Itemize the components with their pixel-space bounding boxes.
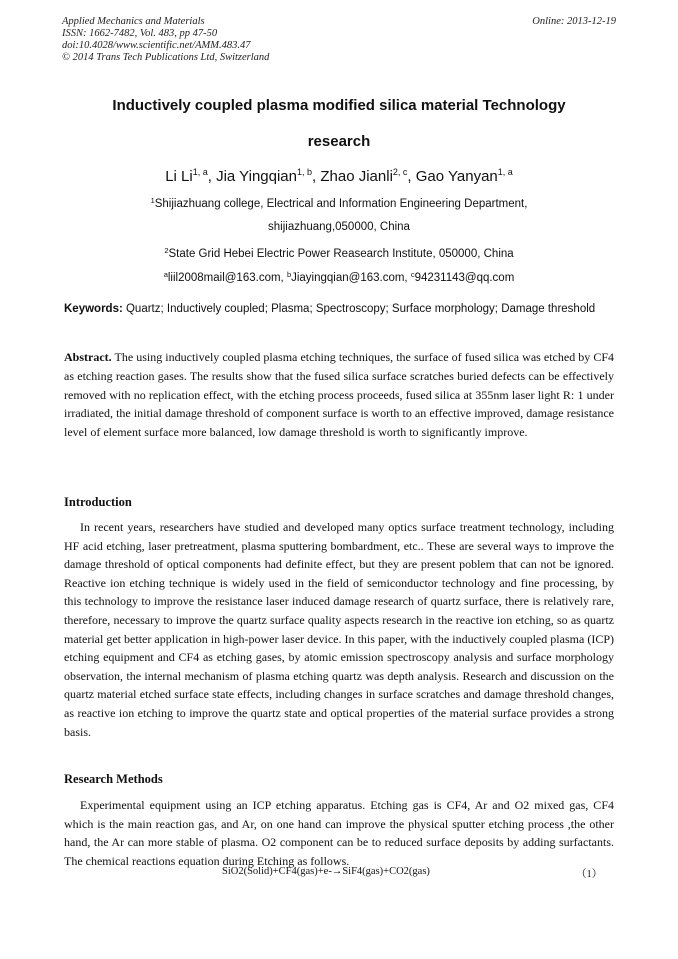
doi-line: doi:10.4028/www.scientific.net/AMM.483.47: [62, 40, 251, 51]
email-mark: b: [286, 270, 292, 279]
chemical-equation: SiO2(Solid)+CF4(gas)+e-→SiF4(gas)+CO2(gas): [222, 866, 430, 877]
introduction-paragraph: In recent years, researchers have studied and developed many optics surface treatment technology, including HF acid etching, laser pretreatment, plasma sputtering bombardment, etc.. These are several ways to improve the damage threshold of optical components had definite effect, but they are present poblem that can not be ignored. Reactive ion etching technique is widely used in the field of semiconductor technology and fine processing, by this technology to improve the resistance laser induced damage research of quartz surface, there is relatively rare, therefore, necessary to improve the quartz surface quality aspects research in the reactive ion etching, so as quartz material get better application in high-power laser device. In this paper, with the inductively coupled plasma (ICP) etching equipment and CF4 as etching gases, by atomic emission spectroscopy analysis and surface morphology observation, the internal mechanism of plasma etching quartz was depth analysis. Research and discussion on the quartz material etched surface state effects, including changes in surface scratches and damage threshold changes, as reactive ion etching to improve the quartz state and optical properties of the material surface provides a strong basis.: [64, 520, 614, 739]
author-list: [62, 167, 616, 185]
abstract-block: [64, 348, 614, 442]
journal-name: Applied Mechanics and Materials: [62, 16, 205, 27]
email-mark: c: [410, 270, 415, 279]
affiliation-1: [62, 196, 616, 210]
issn-line: ISSN: 1662-7482, Vol. 483, pp 47-50: [62, 28, 218, 39]
journal-header: [62, 16, 269, 64]
email-address: 94231143@qq.com: [414, 272, 515, 284]
equation-number: （1）: [576, 869, 603, 880]
affiliation-2: [62, 246, 616, 260]
author-name: Gao Yanyan: [415, 168, 498, 185]
author-name: Li Li: [165, 168, 193, 185]
affiliation-mark: 1: [150, 196, 155, 205]
affiliation-mark: 2: [164, 246, 169, 255]
online-date: Online: 2013-12-19: [532, 16, 616, 27]
email-address: liil2008mail@163.com,: [167, 272, 287, 284]
affiliation-text: State Grid Hebei Electric Power Reasearch Institute, 050000, China: [168, 248, 514, 260]
abstract-text: The using inductively coupled plasma etching techniques, the surface of fused silica was etched by CF4 as etching reaction gases. The results show that the fused silica surface scratches buried defects can be effectively removed with no replication effect, with the etching process proceeds, fused silica at 355nm laser light R: 1 under irradiated, the initial damage threshold of component surface is worth to an effective improved, damage resistance level of element surface more balanced, low damage threshold is worth to significantly improve.: [64, 350, 614, 440]
author-affiliation-mark: 1, b: [297, 167, 313, 177]
keywords-label: Keywords:: [64, 303, 123, 315]
affiliation-1-city: shijiazhuang,050000, China: [268, 221, 410, 233]
email-address: Jiayingqian@163.com,: [291, 272, 411, 284]
author-emails: [62, 270, 616, 284]
author-name: Zhao Jianli: [320, 168, 393, 185]
author-affiliation-mark: 2, c: [392, 167, 408, 177]
author-separator: ,: [407, 168, 416, 185]
affiliation-text: Shijiazhuang college, Electrical and Information Engineering Department,: [154, 198, 528, 210]
introduction-heading: Introduction: [64, 495, 132, 509]
email-mark: a: [163, 270, 168, 279]
paper-title-line-1: Inductively coupled plasma modified silica material Technology: [112, 97, 566, 114]
author-separator: ,: [312, 168, 321, 185]
abstract-label: Abstract.: [64, 350, 112, 364]
author-separator: ,: [207, 168, 217, 185]
paper-title-line-2: research: [307, 133, 371, 150]
research-methods-heading: Research Methods: [64, 772, 163, 786]
keywords-block: [64, 300, 614, 319]
research-methods-paragraph: Experimental equipment using an ICP etching apparatus. Etching gas is CF4, Ar and O2 mixed gas, CF4 which is the main reaction gas, and Ar, on one hand can improve the physical sputter etching process ,the other hand, the Ar can more stable of plasma. O2 component can be to reduced surface deposits by adding surfactants. The chemical reactions equation during Etching as follows.: [64, 798, 614, 868]
author-affiliation-mark: 1, a: [192, 167, 208, 177]
copyright-line: © 2014 Trans Tech Publications Ltd, Switzerland: [62, 52, 270, 63]
author-name: Jia Yingqian: [216, 168, 297, 185]
author-affiliation-mark: 1, a: [497, 167, 513, 177]
keywords-text: Quartz; Inductively coupled; Plasma; Spectroscopy; Surface morphology; Damage threshold: [122, 303, 596, 315]
